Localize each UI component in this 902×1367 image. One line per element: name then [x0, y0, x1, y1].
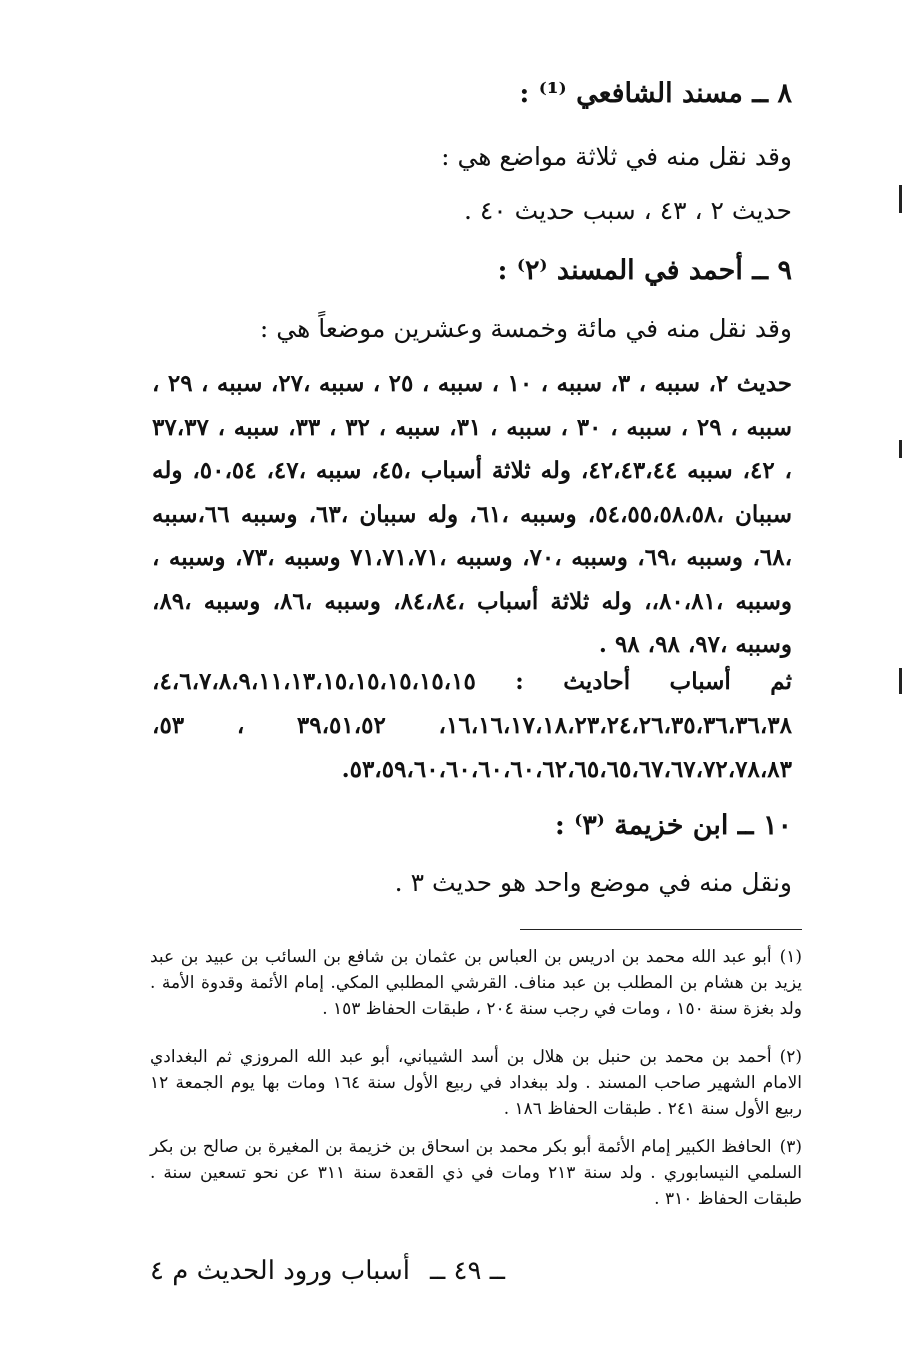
footnote-text: أبو عبد الله محمد بن ادريس بن العباس بن عثمان بن شافع بن السائب بن عبيد بن عبد يزيد بن هشام بن المطلب بن عبد مناف. القرشي المطلبي المكي. إمام الأئمة وقدوة الأمة . ولد بغزة سنة ١٥٠ ، ومات في رجب سنة ٢٠٤ ، طبقات الحفاظ ١٥٣ . — [150, 947, 802, 1019]
section-10-intro: ونقل منه في موضع واحد هو حديث ٣ . — [394, 868, 792, 897]
footnote-1 — [150, 944, 802, 1022]
section-8-list: حديث ٢ ، ٤٣ ، سبب حديث ٤٠ . — [463, 196, 792, 225]
page-number: ــ ٤٩ ــ — [430, 1256, 505, 1286]
section-10-title: ١٠ ــ ابن خزيمة ⁽٣⁾ : — [554, 810, 792, 841]
footnote-separator — [520, 929, 802, 930]
footnote-number: (١) — [779, 947, 802, 967]
section-9-title: ٩ ــ أحمد في المسند ⁽٢⁾ : — [497, 255, 792, 286]
running-title: أسباب ورود الحديث م ٤ — [150, 1256, 410, 1286]
footnote-3 — [150, 1134, 802, 1212]
footnote-number: (٣) — [779, 1137, 802, 1157]
section-9-hadith-list: حديث ٢، سببه ، ٣، سببه ، ١٠ ، سببه ، ٢٥ ، سببه ،٢٧، سببه ، ٢٩ ، سببه ، ٢٩ ، سببه ، ٣٠ ، سببه ، ٣١، سببه ، ٣٢ ، ٣٣، سببه ، ٣٧،٣٧ ، ٤٢، سببه ٤٢،٤٣،٤٤، وله ثلاثة أسباب ،٤٥، سببه ،٤٧، ٥٠،٥٤، وله سببان ،٥٤،٥٥،٥٨،٥٨، وسببه ،٦١، وله سببان ،٦٣، وسببه ٦٦،سببه ،٦٨، وسببه ،٦٩، وسببه ،٧٠، وسببه ،٧١،٧١،٧١ وسببه ،٧٣، وسببه ، وسببه ،٨٠،٨١،، وله ثلاثة أسباب ،٨٤،٨٤، وسببه ،٨٦، وسببه ،٨٩، وسببه ،٩٧، ٩٨، ٩٨ . — [152, 370, 793, 658]
footnote-text: الحافظ الكبير إمام الأئمة أبو بكر محمد بن اسحاق بن خزيمة بن المغيرة بن صالح بن بكر السلمي النيسابوري . ولد سنة ٢١٣ ومات في ذي القعدة سنة ٣١١ عن نحو تسعين سنة . طبقات الحفاظ ٣١٠ . — [150, 1137, 802, 1209]
footnote-2 — [150, 1044, 802, 1122]
section-9-intro: وقد نقل منه في مائة وخمسة وعشرين موضعاً هي : — [259, 314, 792, 343]
section-8-intro: وقد نقل منه في ثلاثة مواضع هي : — [441, 142, 792, 171]
footnote-number: (٢) — [779, 1047, 802, 1067]
section-9-causes-list: ثم أسباب أحاديث : ٤،٦،٧،٨،٩،١١،١٣،١٥،١٥،١٥،١٥،١٥، ١٦،١٦،١٧،١٨،٢٣،٢٤،٢٦،٣٥،٣٦،٣٦،٣٨، ٣٩،٥١،٥٢ ، ٥٣، ٥٣،٥٩،٦٠،٦٠،٦٠،٦٠،٦٢،٦٥،٦٥،٦٧،٦٧،٧٢،٧٨،٨٣. — [152, 668, 792, 783]
footnote-text: أحمد بن محمد بن حنبل بن هلال بن أسد الشيباني، أبو عبد الله المروزي ثم البغدادي الامام الشهير صاحب المسند . ولد ببغداد في ربيع الأول سنة ١٦٤ ومات بها يوم الجمعة ١٢ ربيع الأول سنة ٢٤١ . طبقات الحفاظ ١٨٦ . — [150, 1047, 803, 1119]
section-8-title: ٨ ــ مسند الشافعي ⁽¹⁾ : — [519, 78, 792, 109]
